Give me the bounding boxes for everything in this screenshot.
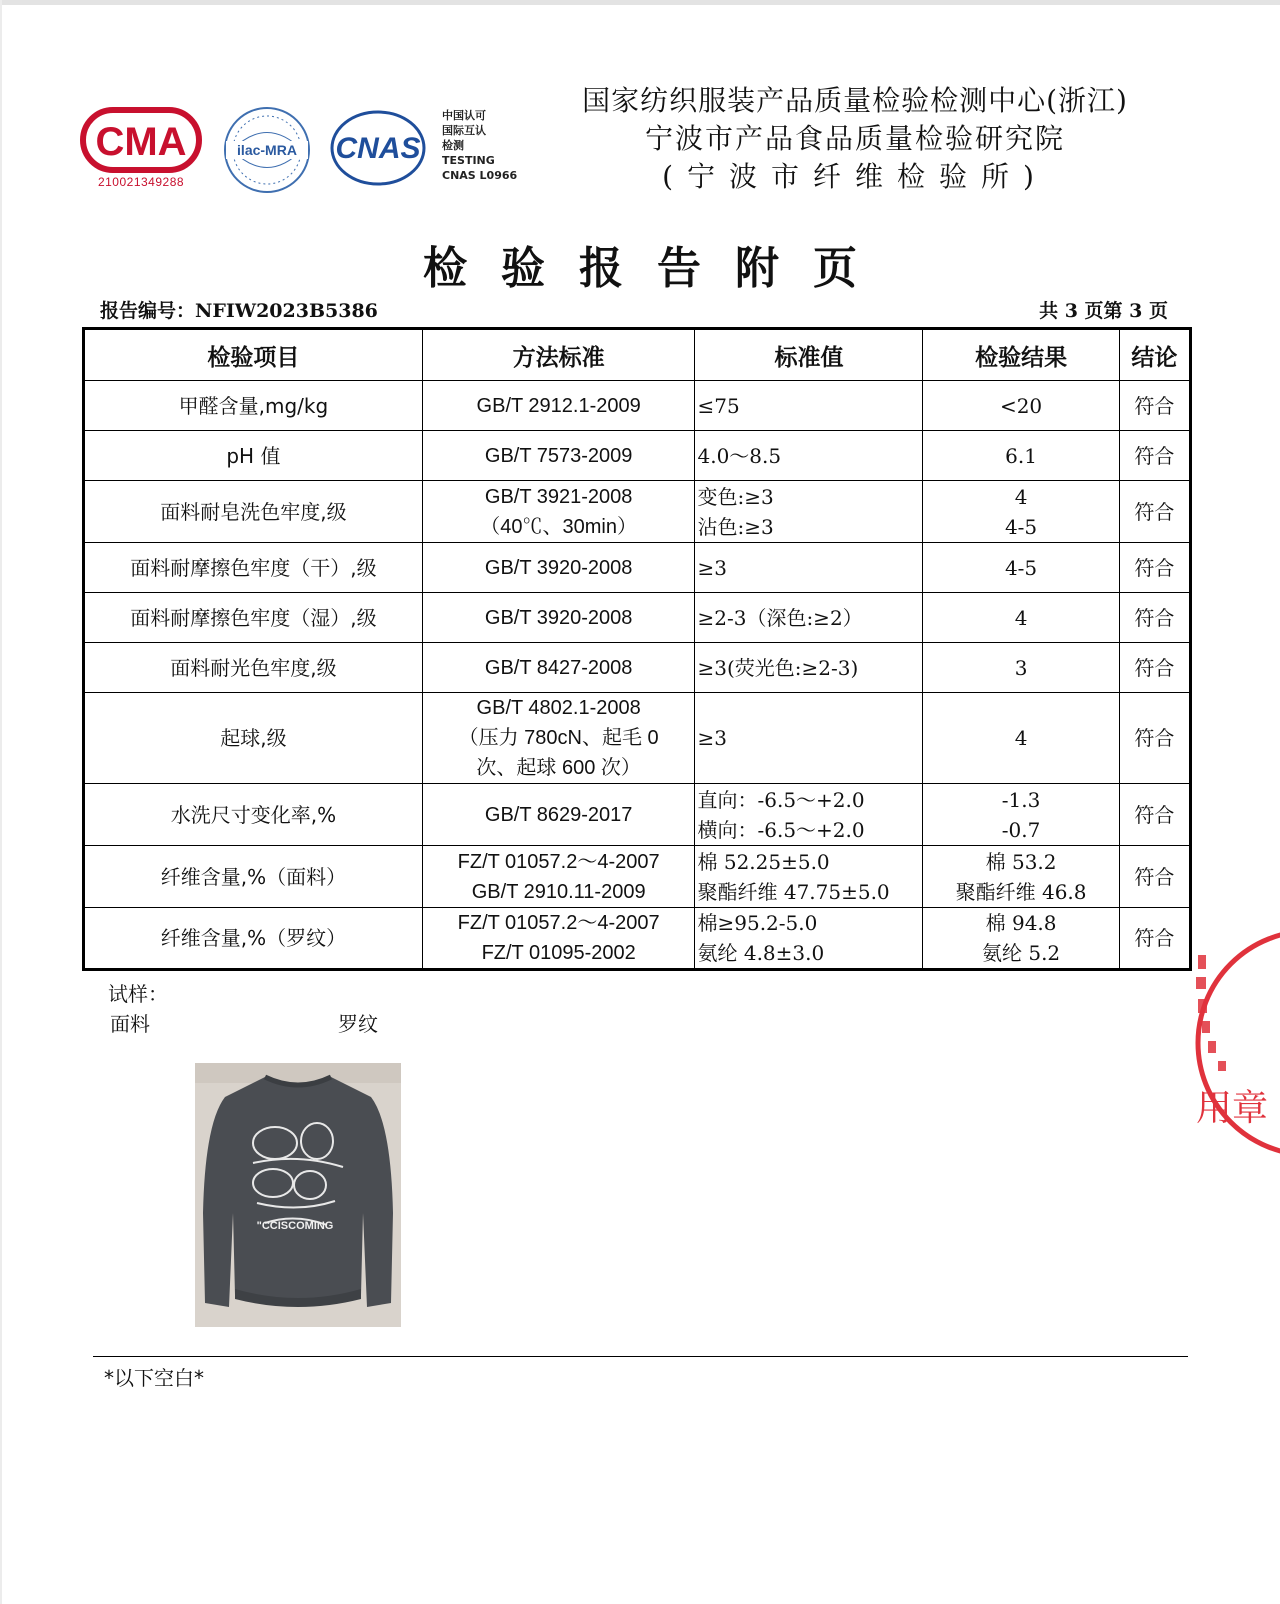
cell-result — [923, 908, 1119, 970]
table-row — [84, 846, 1191, 908]
header-standard: 标准值 — [695, 329, 923, 381]
cell-standard — [695, 481, 923, 543]
cnas-line: TESTING — [442, 154, 495, 167]
cell-method-line: GB/T 8629-2017 — [484, 803, 633, 826]
cell-method-line: GB/T 4802.1-2008 — [476, 697, 641, 719]
cell-method-line: GB/T 8427-2008 — [484, 656, 633, 679]
cell-method-line: FZ/T 01057.2～4-2007 — [457, 850, 660, 873]
cell-result — [923, 784, 1119, 846]
cell-method-line: FZ/T 01057.2～4-2007 — [457, 912, 660, 934]
results-table — [82, 327, 1192, 971]
cnas-logo-text: CNAS — [335, 132, 421, 165]
rib-label: 罗纹 — [338, 1012, 378, 1036]
cma-logo — [80, 105, 202, 195]
report-number: 报告编号：NFIW2023B5386 — [100, 300, 378, 322]
cell-method — [422, 381, 695, 431]
cell-method — [422, 543, 695, 593]
cnas-line: 中国认可 — [442, 109, 486, 122]
cell-conclusion: 符合 — [1119, 846, 1190, 908]
table-row — [84, 543, 1191, 593]
cell-standard-line: ≥3 — [697, 555, 727, 580]
cell-standard-line: ≥3 — [697, 726, 727, 750]
cell-method — [422, 431, 695, 481]
footer-rule — [93, 1356, 1188, 1357]
ilac-mra-seal-icon — [222, 105, 312, 195]
cell-item: 面料耐摩擦色牢度（湿）,级 — [84, 593, 423, 643]
cell-standard — [695, 381, 923, 431]
cell-result — [923, 643, 1119, 693]
document-title: 检验报告附页 — [423, 243, 891, 294]
cell-standard — [695, 693, 923, 784]
cell-standard-line: 聚酯纤维 47.75±5.0 — [697, 879, 890, 904]
cell-item: 水洗尺寸变化率,% — [84, 784, 423, 846]
cell-method-line: GB/T 3921-2008 — [484, 485, 633, 508]
cell-result-line: 4 — [1014, 484, 1028, 509]
page-info: 共 3 页第 3 页 — [1039, 300, 1168, 322]
header-conclusion: 结论 — [1119, 329, 1190, 381]
sweatshirt-image — [195, 1063, 401, 1327]
cell-standard — [695, 908, 923, 970]
table-row — [84, 784, 1191, 846]
cell-conclusion: 符合 — [1119, 481, 1190, 543]
cell-method-line: GB/T 2912.1-2009 — [476, 394, 641, 417]
cnas-line: 检测 — [442, 139, 464, 152]
cell-result-line: 4 — [1014, 605, 1028, 630]
cell-method — [422, 643, 695, 693]
page-top-edge — [0, 0, 1280, 5]
cell-result-line: 棉 53.2 — [985, 849, 1057, 874]
cell-standard-line: 4.0～8.5 — [697, 443, 782, 468]
cell-conclusion: 符合 — [1119, 381, 1190, 431]
cell-method — [422, 593, 695, 643]
cell-standard-line: 变色:≥3 — [697, 484, 774, 509]
cell-result-line: -0.7 — [1001, 817, 1041, 842]
cell-standard-line: 棉 52.25±5.0 — [697, 849, 830, 874]
cell-method — [422, 481, 695, 543]
cell-result-line: 4 — [1014, 726, 1028, 750]
cell-method — [422, 846, 695, 908]
ilac-mra-logo — [222, 105, 312, 195]
cell-standard — [695, 846, 923, 908]
cell-item: 面料耐皂洗色牢度,级 — [84, 481, 423, 543]
cell-method-line: GB/T 2910.11-2009 — [471, 880, 646, 903]
cell-standard-line: 氨纶 4.8±3.0 — [697, 941, 825, 965]
cell-method — [422, 908, 695, 970]
cell-item: 甲醛含量,mg/kg — [84, 381, 423, 431]
cma-mark-icon — [80, 105, 202, 175]
cell-result-line: <20 — [999, 393, 1043, 418]
cell-result-line: 氨纶 5.2 — [981, 941, 1061, 965]
cell-item: pH 值 — [84, 431, 423, 481]
cell-method-line: （压力 780cN、起毛 0 — [458, 727, 659, 749]
cma-logo-text: CMA — [95, 120, 187, 164]
cell-result-line: 4-5 — [1004, 514, 1038, 539]
cnas-mark-icon — [326, 108, 430, 188]
table-row — [84, 643, 1191, 693]
table-row — [84, 481, 1191, 543]
cell-standard-line: ≤75 — [697, 393, 740, 418]
cell-standard — [695, 431, 923, 481]
cnas-accreditation-text — [442, 108, 532, 183]
cell-method-line: 次、起球 600 次） — [476, 757, 641, 779]
cell-method — [422, 693, 695, 784]
cell-result — [923, 481, 1119, 543]
cell-result — [923, 593, 1119, 643]
cell-result-line: 棉 94.8 — [985, 911, 1057, 935]
table-body — [84, 381, 1191, 970]
sample-label: 试样： — [108, 982, 168, 1006]
fabric-label: 面料 — [110, 1012, 150, 1036]
cell-method-line: GB/T 7573-2009 — [484, 444, 633, 467]
table-row — [84, 908, 1191, 970]
cell-standard — [695, 543, 923, 593]
cell-method-line: （40℃、30min） — [480, 515, 637, 538]
cell-method-line: GB/T 3920-2008 — [484, 556, 633, 579]
cma-number: 210021349288 — [97, 175, 185, 189]
cell-result-line: -1.3 — [1001, 787, 1041, 812]
cell-result — [923, 381, 1119, 431]
cnas-line: 国际互认 — [442, 124, 486, 137]
table-row — [84, 381, 1191, 431]
cell-conclusion: 符合 — [1119, 431, 1190, 481]
cell-conclusion: 符合 — [1119, 693, 1190, 784]
cell-standard — [695, 784, 923, 846]
institution-line-2: 宁波市产品食品质量检验研究院 — [644, 122, 1065, 155]
blank-below-note: *以下空白* — [104, 1366, 204, 1390]
cell-standard-line: 沾色:≥3 — [697, 514, 774, 539]
cell-item: 纤维含量,%（面料） — [84, 846, 423, 908]
cell-standard-line: ≥2-3（深色:≥2） — [697, 605, 863, 630]
cell-standard — [695, 643, 923, 693]
cell-conclusion: 符合 — [1119, 908, 1190, 970]
cnas-line: CNAS L0966 — [442, 169, 518, 182]
table-row — [84, 593, 1191, 643]
cell-conclusion: 符合 — [1119, 543, 1190, 593]
cell-result-line: 3 — [1014, 655, 1028, 680]
header-result: 检验结果 — [923, 329, 1119, 381]
table-row — [84, 693, 1191, 784]
cell-result — [923, 543, 1119, 593]
cell-result — [923, 431, 1119, 481]
cell-method-line: GB/T 3920-2008 — [484, 606, 633, 629]
stamp-text: 用章 — [1196, 1088, 1269, 1129]
cell-item: 纤维含量,%（罗纹） — [84, 908, 423, 970]
table-row — [84, 431, 1191, 481]
cell-standard-line: 横向：-6.5～+2.0 — [697, 817, 865, 842]
ilac-logo-text: ilac-MRA — [237, 142, 297, 158]
cell-method-line: FZ/T 01095-2002 — [481, 942, 636, 964]
header-method: 方法标准 — [422, 329, 695, 381]
cell-result-line: 6.1 — [1005, 443, 1037, 468]
cell-result-line: 聚酯纤维 46.8 — [955, 879, 1087, 904]
cell-result — [923, 693, 1119, 784]
cell-result-line: 4-5 — [1004, 555, 1038, 580]
cnas-logo — [326, 108, 430, 188]
table-header-row — [84, 329, 1191, 381]
cell-item: 面料耐光色牢度,级 — [84, 643, 423, 693]
cell-standard-line: ≥3(荧光色:≥2-3) — [697, 655, 859, 680]
sample-photo — [195, 1063, 401, 1327]
cell-conclusion: 符合 — [1119, 643, 1190, 693]
sweatshirt-print-text: "CCISCOMING — [256, 1220, 334, 1232]
institution-line-1: 国家纺织服装产品质量检验检测中心(浙江) — [582, 84, 1128, 117]
cell-method — [422, 784, 695, 846]
cell-conclusion: 符合 — [1119, 593, 1190, 643]
cell-item: 起球,级 — [84, 693, 423, 784]
institution-line-3: (宁波市纤维检验所) — [662, 160, 1048, 193]
cell-standard — [695, 593, 923, 643]
cell-standard-line: 直向：-6.5～+2.0 — [697, 787, 865, 812]
header-item: 检验项目 — [84, 329, 423, 381]
cell-result — [923, 846, 1119, 908]
cell-conclusion: 符合 — [1119, 784, 1190, 846]
institution-header — [545, 82, 1165, 196]
cell-standard-line: 棉≥95.2-5.0 — [697, 911, 818, 935]
cell-item: 面料耐摩擦色牢度（干）,级 — [84, 543, 423, 593]
